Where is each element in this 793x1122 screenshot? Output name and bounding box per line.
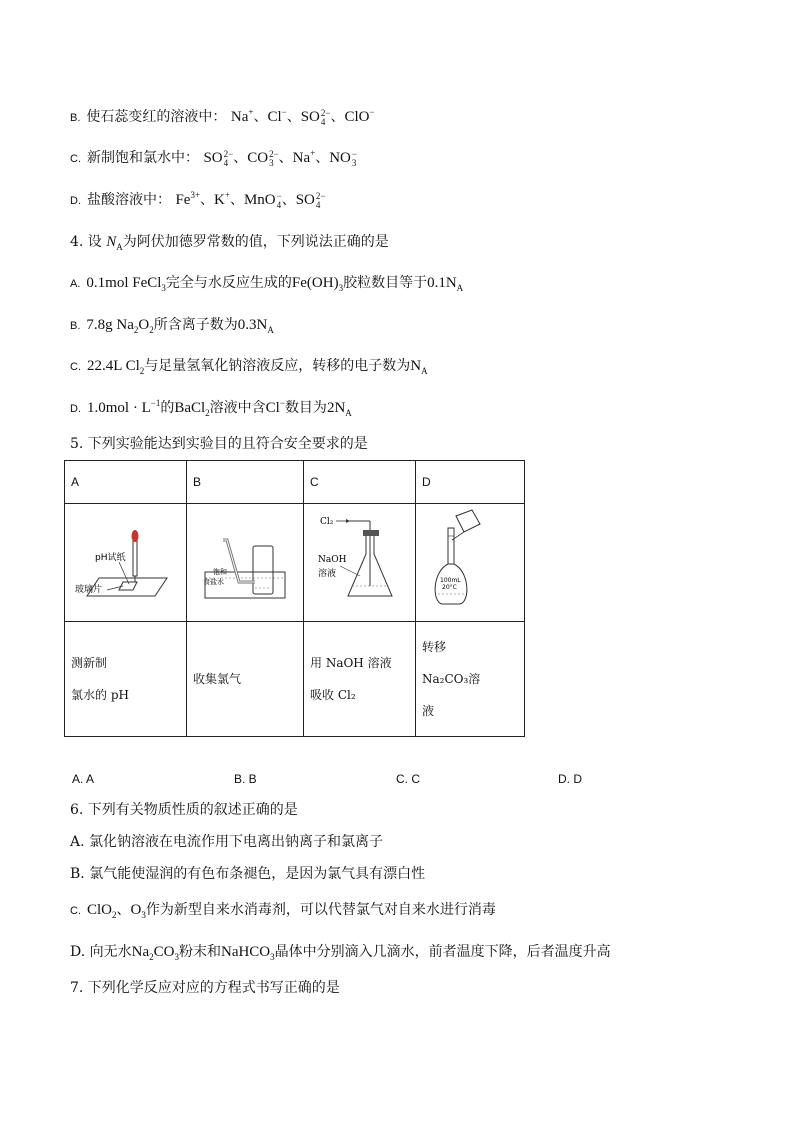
label-glass-slide: 玻璃片 — [75, 585, 103, 595]
experiment-table — [64, 460, 525, 737]
desc-c: 用 NaOH 溶液 吸收 Cl₂ — [304, 622, 416, 737]
q3-option-d: D. 盐酸溶液中： $Fe^{3+}$、K+、MnO − 4 、SO 2− 4 — [70, 190, 326, 210]
q3-option-b: B. 使石蕊变红的溶液中： Na+、Cl−、SO 2− 4 、ClO− — [70, 107, 375, 127]
label-cl2: Cl₂ — [320, 517, 334, 527]
label-salt-water: 食盐水 — [203, 578, 224, 586]
q6-option-b: B. 氯气能使湿润的有色布条褪色，是因为氯气具有漂白性 — [70, 866, 426, 882]
q4-option-b: B. 7.8g $Na_2O_2$所含离子数为$0.3N_A$ — [70, 317, 274, 335]
table-header-d: D — [416, 461, 525, 504]
q6-option-d: D. 向无水$Na_2CO_3$粉末和NaHCO$_3$晶体中分别滴入几滴水，前者温度下降，后者温度升高 — [70, 944, 611, 962]
label-solution: 溶液 — [318, 569, 337, 579]
table-header-b: B — [187, 461, 304, 504]
desc-d: 转移 Na₂CO₃溶 液 — [416, 622, 525, 737]
q6-option-c: C. ClO$_2$、$O_3$作为新型自来水消毒剂，可以代替氯气对自来水进行消毒 — [70, 902, 496, 920]
label-ph-paper: pH试纸 — [95, 553, 126, 563]
label-saturated: 饱和 — [213, 568, 227, 576]
diagram-a-ph-test — [65, 504, 187, 622]
q7-stem: 7. 下列化学反应对应的方程式书写正确的是 — [70, 980, 340, 996]
diagram-b-collect-gas — [187, 504, 304, 622]
desc-b: 收集氯气 — [187, 622, 304, 737]
label-20c: 20°C — [442, 584, 457, 591]
q4-option-c: C. 22.4L $Cl_2$与足量氢氧化钠溶液反应，转移的电子数为$N_A$ — [70, 358, 428, 376]
q4-option-a: A. 0.1mol FeCl$_3$完全与水反应生成的$Fe(OH)_3$胶粒数目等于$0.1N_A$ — [70, 275, 464, 293]
label-100ml: 100mL — [440, 577, 461, 584]
table-header-a: A — [65, 461, 187, 504]
q4-stem: 4. 设 $N_A$为阿伏加德罗常数的值，下列说法正确的是 — [70, 234, 389, 252]
diagram-d-transfer — [416, 504, 525, 622]
q5-choice-b: B. B — [234, 772, 257, 786]
label-naoh: NaOH — [318, 555, 347, 565]
q5-choice-c: C. C — [396, 772, 420, 786]
q5-choice-a: A. A — [72, 772, 95, 786]
q3-option-c: C. 新制饱和氯水中： SO 2− 4 、CO 2− 3 、Na+、NO − 3 — [70, 148, 357, 168]
q5-choice-d: D. D — [558, 772, 582, 786]
q6-option-a: A. 氯化钠溶液在电流作用下电离出钠离子和氯离子 — [70, 834, 384, 850]
desc-a: 测新制 氯水的 pH — [65, 622, 187, 737]
q5-stem: 5. 下列实验能达到实验目的且符合安全要求的是 — [70, 436, 368, 452]
q6-stem: 6. 下列有关物质性质的叙述正确的是 — [70, 802, 298, 818]
diagram-c-absorb-cl2 — [304, 504, 416, 622]
table-header-c: C — [304, 461, 416, 504]
q4-option-d: D. $1.0mol \cdot L^{-1}$的BaCl$_2$溶液中含Cl−数目为$2N_A$ — [70, 398, 352, 418]
